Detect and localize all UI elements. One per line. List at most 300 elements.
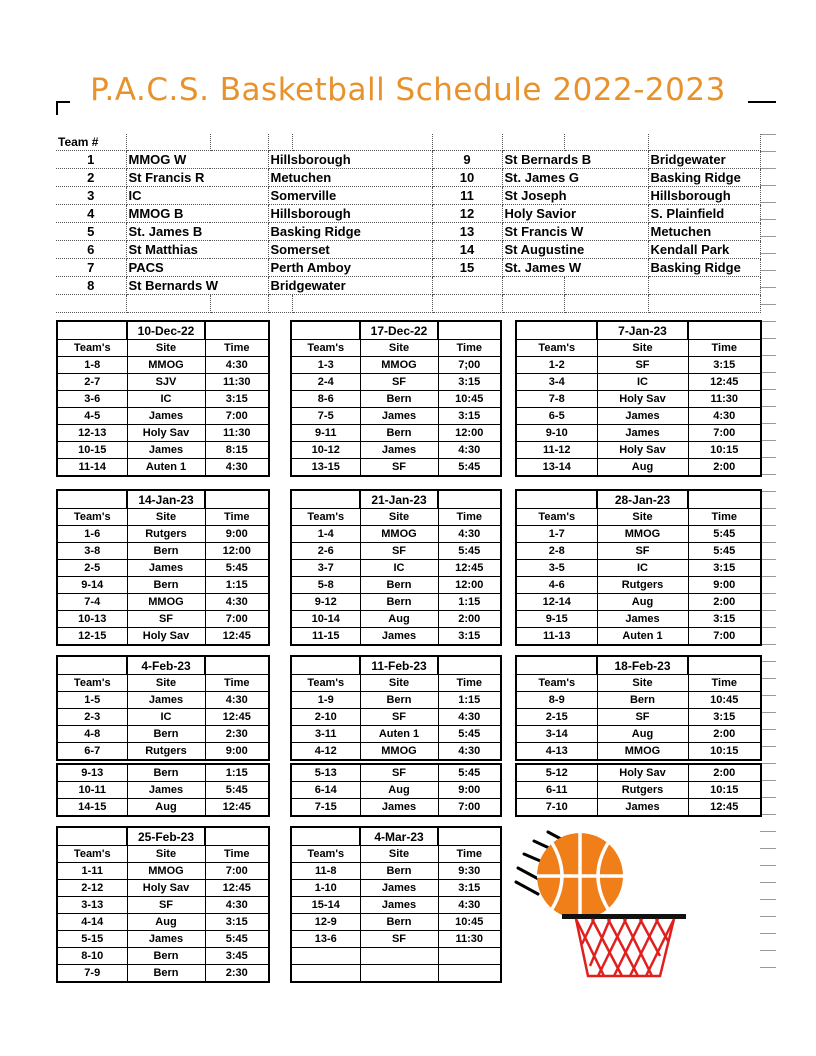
game-site: James <box>360 897 438 914</box>
game-row <box>291 374 501 391</box>
teams-col-header: Team's <box>57 846 127 863</box>
game-site: Rutgers <box>127 743 205 761</box>
game-teams: 9-14 <box>57 577 127 594</box>
team-town: S. Plainfield <box>648 205 760 223</box>
game-teams: 5-12 <box>516 764 597 782</box>
game-teams: 1-11 <box>57 863 127 880</box>
teams-col-header: Team's <box>291 846 360 863</box>
game-time: 9:00 <box>438 782 501 799</box>
game-row <box>291 880 501 897</box>
game-site: James <box>127 931 205 948</box>
game-time: 12:45 <box>205 709 269 726</box>
game-time: 2:30 <box>205 965 269 983</box>
game-time: 4:30 <box>438 897 501 914</box>
game-time: 5:45 <box>688 543 761 560</box>
block-date: 17-Dec-22 <box>360 321 438 340</box>
game-row <box>516 442 761 459</box>
team-number: 6 <box>56 241 126 259</box>
game-site: James <box>127 408 205 425</box>
game-site: Rutgers <box>597 577 688 594</box>
game-teams: 4-5 <box>57 408 127 425</box>
game-site: SF <box>360 543 438 560</box>
team-number: 9 <box>432 151 502 169</box>
game-row <box>516 692 761 709</box>
game-site: Auten 1 <box>360 726 438 743</box>
game-row <box>291 526 501 543</box>
team-number: 2 <box>56 169 126 187</box>
game-time: 2:00 <box>688 726 761 743</box>
team-number: 13 <box>432 223 502 241</box>
game-time: 10:45 <box>438 391 501 408</box>
game-row <box>57 543 269 560</box>
game-site: Bern <box>127 948 205 965</box>
game-time: 5:45 <box>438 459 501 477</box>
team-number: 5 <box>56 223 126 241</box>
game-row <box>291 594 501 611</box>
game-teams: 3-8 <box>57 543 127 560</box>
game-site: IC <box>127 391 205 408</box>
game-site: SF <box>597 709 688 726</box>
game-row <box>516 726 761 743</box>
game-site: IC <box>127 709 205 726</box>
team-number: 3 <box>56 187 126 205</box>
game-time: 8:15 <box>205 442 269 459</box>
game-teams: 11-12 <box>516 442 597 459</box>
block-date: 18-Feb-23 <box>597 656 688 675</box>
block-date: 4-Mar-23 <box>360 827 438 846</box>
game-row <box>57 560 269 577</box>
team-town: Kendall Park <box>648 241 760 259</box>
team-name: St Francis R <box>126 169 268 187</box>
time-col-header: Time <box>438 340 501 357</box>
game-teams: 2-5 <box>57 560 127 577</box>
game-time: 3:45 <box>205 948 269 965</box>
game-site: James <box>360 799 438 817</box>
game-teams: 9-15 <box>516 611 597 628</box>
game-teams: 6-5 <box>516 408 597 425</box>
game-row <box>291 782 501 799</box>
game-time: 12:45 <box>438 560 501 577</box>
game-site: Aug <box>360 611 438 628</box>
game-site: James <box>360 408 438 425</box>
game-site: SF <box>127 897 205 914</box>
game-teams: 4-14 <box>57 914 127 931</box>
game-row <box>516 764 761 782</box>
game-time: 7;00 <box>438 357 501 374</box>
game-time: 5:45 <box>438 543 501 560</box>
game-site: Bern <box>127 543 205 560</box>
game-site: MMOG <box>127 863 205 880</box>
game-site: Aug <box>597 726 688 743</box>
game-row <box>57 459 269 477</box>
team-number: 4 <box>56 205 126 223</box>
game-site: Bern <box>360 692 438 709</box>
team-number-header: Team # <box>56 134 126 151</box>
time-col-header: Time <box>438 846 501 863</box>
game-teams: 6-7 <box>57 743 127 761</box>
team-number: 14 <box>432 241 502 259</box>
game-site: SF <box>597 357 688 374</box>
game-row <box>291 425 501 442</box>
game-site: Holy Sav <box>597 442 688 459</box>
game-site: Bern <box>360 863 438 880</box>
game-time: 3:15 <box>438 408 501 425</box>
game-teams: 3-7 <box>291 560 360 577</box>
game-site: SF <box>360 374 438 391</box>
game-teams: 1-10 <box>291 880 360 897</box>
game-teams: 3-6 <box>57 391 127 408</box>
game-teams: 5-15 <box>57 931 127 948</box>
game-site: Holy Sav <box>127 425 205 442</box>
game-teams: 10-15 <box>57 442 127 459</box>
block-date: 14-Jan-23 <box>127 490 205 509</box>
game-row <box>57 799 269 817</box>
game-time: 7:00 <box>688 425 761 442</box>
game-row <box>57 357 269 374</box>
teams-col-header: Team's <box>516 675 597 692</box>
game-time: 5:45 <box>688 526 761 543</box>
game-teams: 3-13 <box>57 897 127 914</box>
game-site: Bern <box>360 391 438 408</box>
game-site: SF <box>360 709 438 726</box>
game-teams: 4-6 <box>516 577 597 594</box>
game-site: MMOG <box>127 594 205 611</box>
game-row <box>57 374 269 391</box>
game-row <box>516 391 761 408</box>
game-site: MMOG <box>360 743 438 761</box>
game-teams: 10-12 <box>291 442 360 459</box>
game-row <box>516 611 761 628</box>
game-row <box>57 782 269 799</box>
game-site: Auten 1 <box>127 459 205 477</box>
game-time: 3:15 <box>688 560 761 577</box>
game-time: 4:30 <box>688 408 761 425</box>
game-site: SF <box>360 459 438 477</box>
game-row <box>57 526 269 543</box>
game-row <box>57 611 269 628</box>
game-teams: 2-3 <box>57 709 127 726</box>
game-teams: 7-10 <box>516 799 597 817</box>
game-time: 3:15 <box>688 357 761 374</box>
game-row <box>57 391 269 408</box>
game-site: James <box>597 799 688 817</box>
game-time: 12:45 <box>688 799 761 817</box>
game-site: Bern <box>127 577 205 594</box>
basketball-icon <box>537 833 623 919</box>
game-teams: 9-11 <box>291 425 360 442</box>
team-town: Bridgewater <box>268 277 432 295</box>
schedule-block-extra-4-feb-23 <box>56 763 270 817</box>
block-date: 21-Jan-23 <box>360 490 438 509</box>
game-row <box>57 408 269 425</box>
game-row <box>516 357 761 374</box>
game-row <box>291 931 501 948</box>
teams-col-header: Team's <box>291 509 360 526</box>
game-site: IC <box>360 560 438 577</box>
game-site: James <box>597 408 688 425</box>
schedule-block-extra-11-feb-23 <box>290 763 502 817</box>
game-teams: 15-14 <box>291 897 360 914</box>
site-col-header: Site <box>127 675 205 692</box>
game-site: Holy Sav <box>597 764 688 782</box>
team-town: Hillsborough <box>648 187 760 205</box>
game-row <box>57 425 269 442</box>
game-teams: 8-9 <box>516 692 597 709</box>
game-time: 12:45 <box>205 628 269 646</box>
team-number: 8 <box>56 277 126 295</box>
game-row <box>516 526 761 543</box>
team-number: 7 <box>56 259 126 277</box>
game-row <box>57 948 269 965</box>
team-name: St Matthias <box>126 241 268 259</box>
game-teams: 2-12 <box>57 880 127 897</box>
game-site: Bern <box>360 425 438 442</box>
game-site: SF <box>597 543 688 560</box>
game-row <box>516 543 761 560</box>
game-teams: 2-4 <box>291 374 360 391</box>
time-col-header: Time <box>688 340 761 357</box>
game-site <box>360 965 438 983</box>
game-row <box>291 799 501 817</box>
game-teams: 7-4 <box>57 594 127 611</box>
team-name: St Joseph <box>502 187 648 205</box>
site-col-header: Site <box>360 509 438 526</box>
game-row <box>516 459 761 477</box>
roster-row <box>56 241 760 259</box>
game-teams: 13-6 <box>291 931 360 948</box>
schedule-block-7-jan-23 <box>515 320 762 477</box>
game-teams: 10-13 <box>57 611 127 628</box>
game-row <box>291 628 501 646</box>
roster-row <box>56 187 760 205</box>
game-site: MMOG <box>597 526 688 543</box>
team-number: 1 <box>56 151 126 169</box>
game-row <box>57 594 269 611</box>
team-town: Somerville <box>268 187 432 205</box>
game-time: 1:15 <box>205 577 269 594</box>
game-teams: 13-15 <box>291 459 360 477</box>
roster-row <box>56 169 760 187</box>
game-row <box>57 880 269 897</box>
teams-col-header: Team's <box>57 509 127 526</box>
game-teams: 10-11 <box>57 782 127 799</box>
game-time: 5:45 <box>205 560 269 577</box>
game-site: Bern <box>597 692 688 709</box>
team-town: Hillsborough <box>268 151 432 169</box>
game-time: 7:00 <box>205 863 269 880</box>
game-row <box>291 611 501 628</box>
game-site: James <box>360 442 438 459</box>
game-time: 3:15 <box>688 611 761 628</box>
game-teams: 4-12 <box>291 743 360 761</box>
game-time: 4:30 <box>205 594 269 611</box>
team-name: St Bernards W <box>126 277 268 295</box>
game-teams: 3-5 <box>516 560 597 577</box>
game-site: James <box>127 782 205 799</box>
game-teams: 2-7 <box>57 374 127 391</box>
game-teams: 1-4 <box>291 526 360 543</box>
game-site: Rutgers <box>597 782 688 799</box>
block-date: 4-Feb-23 <box>127 656 205 675</box>
site-col-header: Site <box>127 846 205 863</box>
game-row <box>291 764 501 782</box>
block-date: 11-Feb-23 <box>360 656 438 675</box>
game-time: 4:30 <box>205 459 269 477</box>
teams-col-header: Team's <box>516 340 597 357</box>
game-teams: 1-7 <box>516 526 597 543</box>
game-time: 7:00 <box>205 408 269 425</box>
game-site: Holy Sav <box>127 628 205 646</box>
game-site: Auten 1 <box>597 628 688 646</box>
game-row <box>516 628 761 646</box>
game-teams: 12-13 <box>57 425 127 442</box>
game-teams: 4-13 <box>516 743 597 761</box>
game-teams <box>291 965 360 983</box>
game-teams: 9-10 <box>516 425 597 442</box>
game-teams: 11-8 <box>291 863 360 880</box>
game-row <box>57 764 269 782</box>
game-teams: 9-13 <box>57 764 127 782</box>
team-name: St. James G <box>502 169 648 187</box>
game-time: 7:00 <box>688 628 761 646</box>
game-row <box>57 442 269 459</box>
team-town: Perth Amboy <box>268 259 432 277</box>
game-site: IC <box>597 560 688 577</box>
game-time: 5:45 <box>205 782 269 799</box>
time-col-header: Time <box>438 509 501 526</box>
roster-row <box>56 277 760 295</box>
game-site: MMOG <box>360 357 438 374</box>
team-town: Somerset <box>268 241 432 259</box>
game-site: Bern <box>360 914 438 931</box>
game-time: 4:30 <box>438 442 501 459</box>
game-row <box>291 948 501 965</box>
game-time: 9:00 <box>205 526 269 543</box>
time-col-header: Time <box>205 675 269 692</box>
game-time: 10:15 <box>688 442 761 459</box>
team-name: MMOG W <box>126 151 268 169</box>
game-site: MMOG <box>360 526 438 543</box>
game-site: James <box>127 442 205 459</box>
team-number: 11 <box>432 187 502 205</box>
time-col-header: Time <box>205 509 269 526</box>
game-teams: 12-9 <box>291 914 360 931</box>
game-time: 3:15 <box>438 628 501 646</box>
game-site: Aug <box>597 459 688 477</box>
game-row <box>291 391 501 408</box>
game-site: Bern <box>127 726 205 743</box>
game-teams: 7-8 <box>516 391 597 408</box>
left-edge-grid <box>56 118 68 132</box>
schedule-block-21-jan-23 <box>290 489 502 646</box>
game-row <box>57 577 269 594</box>
block-date: 25-Feb-23 <box>127 827 205 846</box>
time-col-header: Time <box>438 675 501 692</box>
game-row <box>57 743 269 761</box>
game-row <box>57 931 269 948</box>
team-town: Metuchen <box>268 169 432 187</box>
game-teams: 1-2 <box>516 357 597 374</box>
site-col-header: Site <box>597 509 688 526</box>
schedule-block-4-feb-23 <box>56 655 270 761</box>
game-teams: 11-13 <box>516 628 597 646</box>
schedule-block-10-dec-22 <box>56 320 270 477</box>
game-time: 9:00 <box>688 577 761 594</box>
game-time: 4:30 <box>205 692 269 709</box>
teams-col-header: Team's <box>291 340 360 357</box>
team-town: Metuchen <box>648 223 760 241</box>
game-site: James <box>127 692 205 709</box>
game-teams: 3-11 <box>291 726 360 743</box>
game-site: Holy Sav <box>127 880 205 897</box>
team-name: St. James B <box>126 223 268 241</box>
game-teams <box>291 948 360 965</box>
game-time: 11:30 <box>205 425 269 442</box>
right-edge-grid <box>760 118 776 978</box>
game-time: 12:00 <box>205 543 269 560</box>
game-time <box>438 948 501 965</box>
game-time: 3:15 <box>438 374 501 391</box>
team-number: 12 <box>432 205 502 223</box>
game-time: 3:15 <box>205 391 269 408</box>
game-teams: 2-8 <box>516 543 597 560</box>
game-teams: 8-10 <box>57 948 127 965</box>
game-row <box>291 863 501 880</box>
game-time: 12:00 <box>438 425 501 442</box>
game-time: 9:30 <box>438 863 501 880</box>
schedule-block-25-feb-23 <box>56 826 270 983</box>
hoop-net-icon <box>562 914 686 976</box>
game-site <box>360 948 438 965</box>
time-col-header: Time <box>205 340 269 357</box>
team-name: St Bernards B <box>502 151 648 169</box>
game-site: Bern <box>127 764 205 782</box>
game-time: 2:00 <box>688 594 761 611</box>
game-site: Aug <box>127 914 205 931</box>
game-site: IC <box>597 374 688 391</box>
game-time: 4:30 <box>438 709 501 726</box>
game-row <box>57 692 269 709</box>
game-row <box>291 543 501 560</box>
schedule-block-4-mar-23 <box>290 826 502 983</box>
time-col-header: Time <box>688 675 761 692</box>
schedule-block-11-feb-23 <box>290 655 502 761</box>
game-time: 4:30 <box>438 526 501 543</box>
game-row <box>291 709 501 726</box>
block-date: 28-Jan-23 <box>597 490 688 509</box>
game-time: 2:30 <box>205 726 269 743</box>
game-site: SF <box>360 931 438 948</box>
game-time: 3:15 <box>688 709 761 726</box>
game-time: 7:00 <box>438 799 501 817</box>
game-teams: 9-12 <box>291 594 360 611</box>
game-row <box>291 726 501 743</box>
game-time: 12:00 <box>438 577 501 594</box>
schedule-block-14-jan-23 <box>56 489 270 646</box>
game-teams: 1-6 <box>57 526 127 543</box>
corner-mark-left <box>56 101 70 115</box>
corner-mark-right <box>748 101 776 115</box>
game-site: James <box>360 628 438 646</box>
team-town: Basking Ridge <box>268 223 432 241</box>
game-time: 11:30 <box>688 391 761 408</box>
game-row <box>516 799 761 817</box>
game-time: 7:00 <box>205 611 269 628</box>
team-town: Basking Ridge <box>648 259 760 277</box>
schedule-block-28-jan-23 <box>515 489 762 646</box>
teams-col-header: Team's <box>291 675 360 692</box>
game-row <box>291 357 501 374</box>
